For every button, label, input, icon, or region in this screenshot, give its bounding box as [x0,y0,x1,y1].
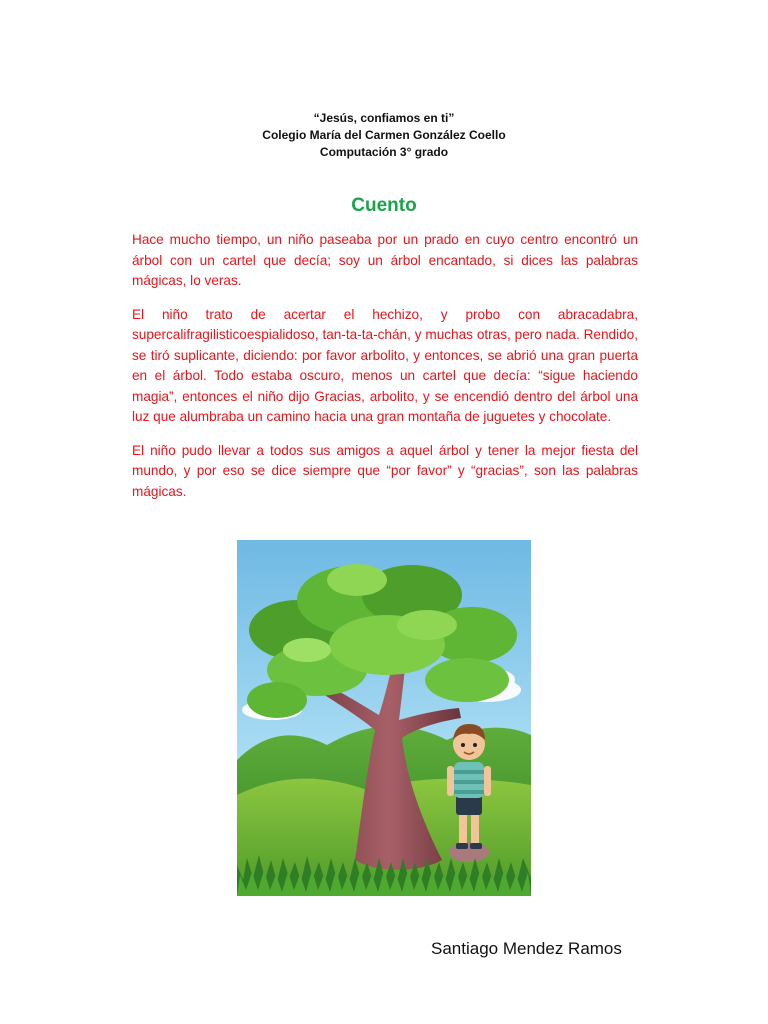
header-school: Colegio María del Carmen González Coello [262,128,506,142]
story-paragraph-3: El niño pudo llevar a todos sus amigos a aquel árbol y tener la mejor fiesta del mundo, y por eso se dice siempre que “por favor” y “gracias”, son las palabras mágicas. [132,442,638,499]
story-paragraph-2: El niño trato de acertar el hechizo, y probo con abracadabra, supercalifragilisticoespialidoso, tan-ta-ta-chán, y muchas otras, pero nada. Rendido, se tiró suplicante, diciendo: por favor arbolito, y entonces, se abrió una gran puerta en el árbol. Todo estaba oscuro, menos un cartel que decía: “sigue haciendo magia”, entonces el niño dijo Gracias, arbolito, y se encendió dentro del árbol una luz que alumbraba un camino hacia una gran montaña de juguetes y chocolate. [132,306,638,424]
story-paragraph-1: Hace mucho tiempo, un niño paseaba por un prado en cuyo centro encontró un árbol con un cartel que decía; soy un árbol encantado, si dices las palabras mágicas, lo veras. [132,232,638,288]
story-title: Cuento [351,195,417,216]
tree-and-boy-illustration [237,540,531,896]
rock [449,842,489,862]
author-name: Santiago Mendez Ramos [431,939,622,958]
header-motto: “Jesús, confiamos en ti” [313,111,455,125]
document-header [0,110,768,161]
story-body [132,230,638,515]
header-course: Computación 3° grado [319,145,449,159]
